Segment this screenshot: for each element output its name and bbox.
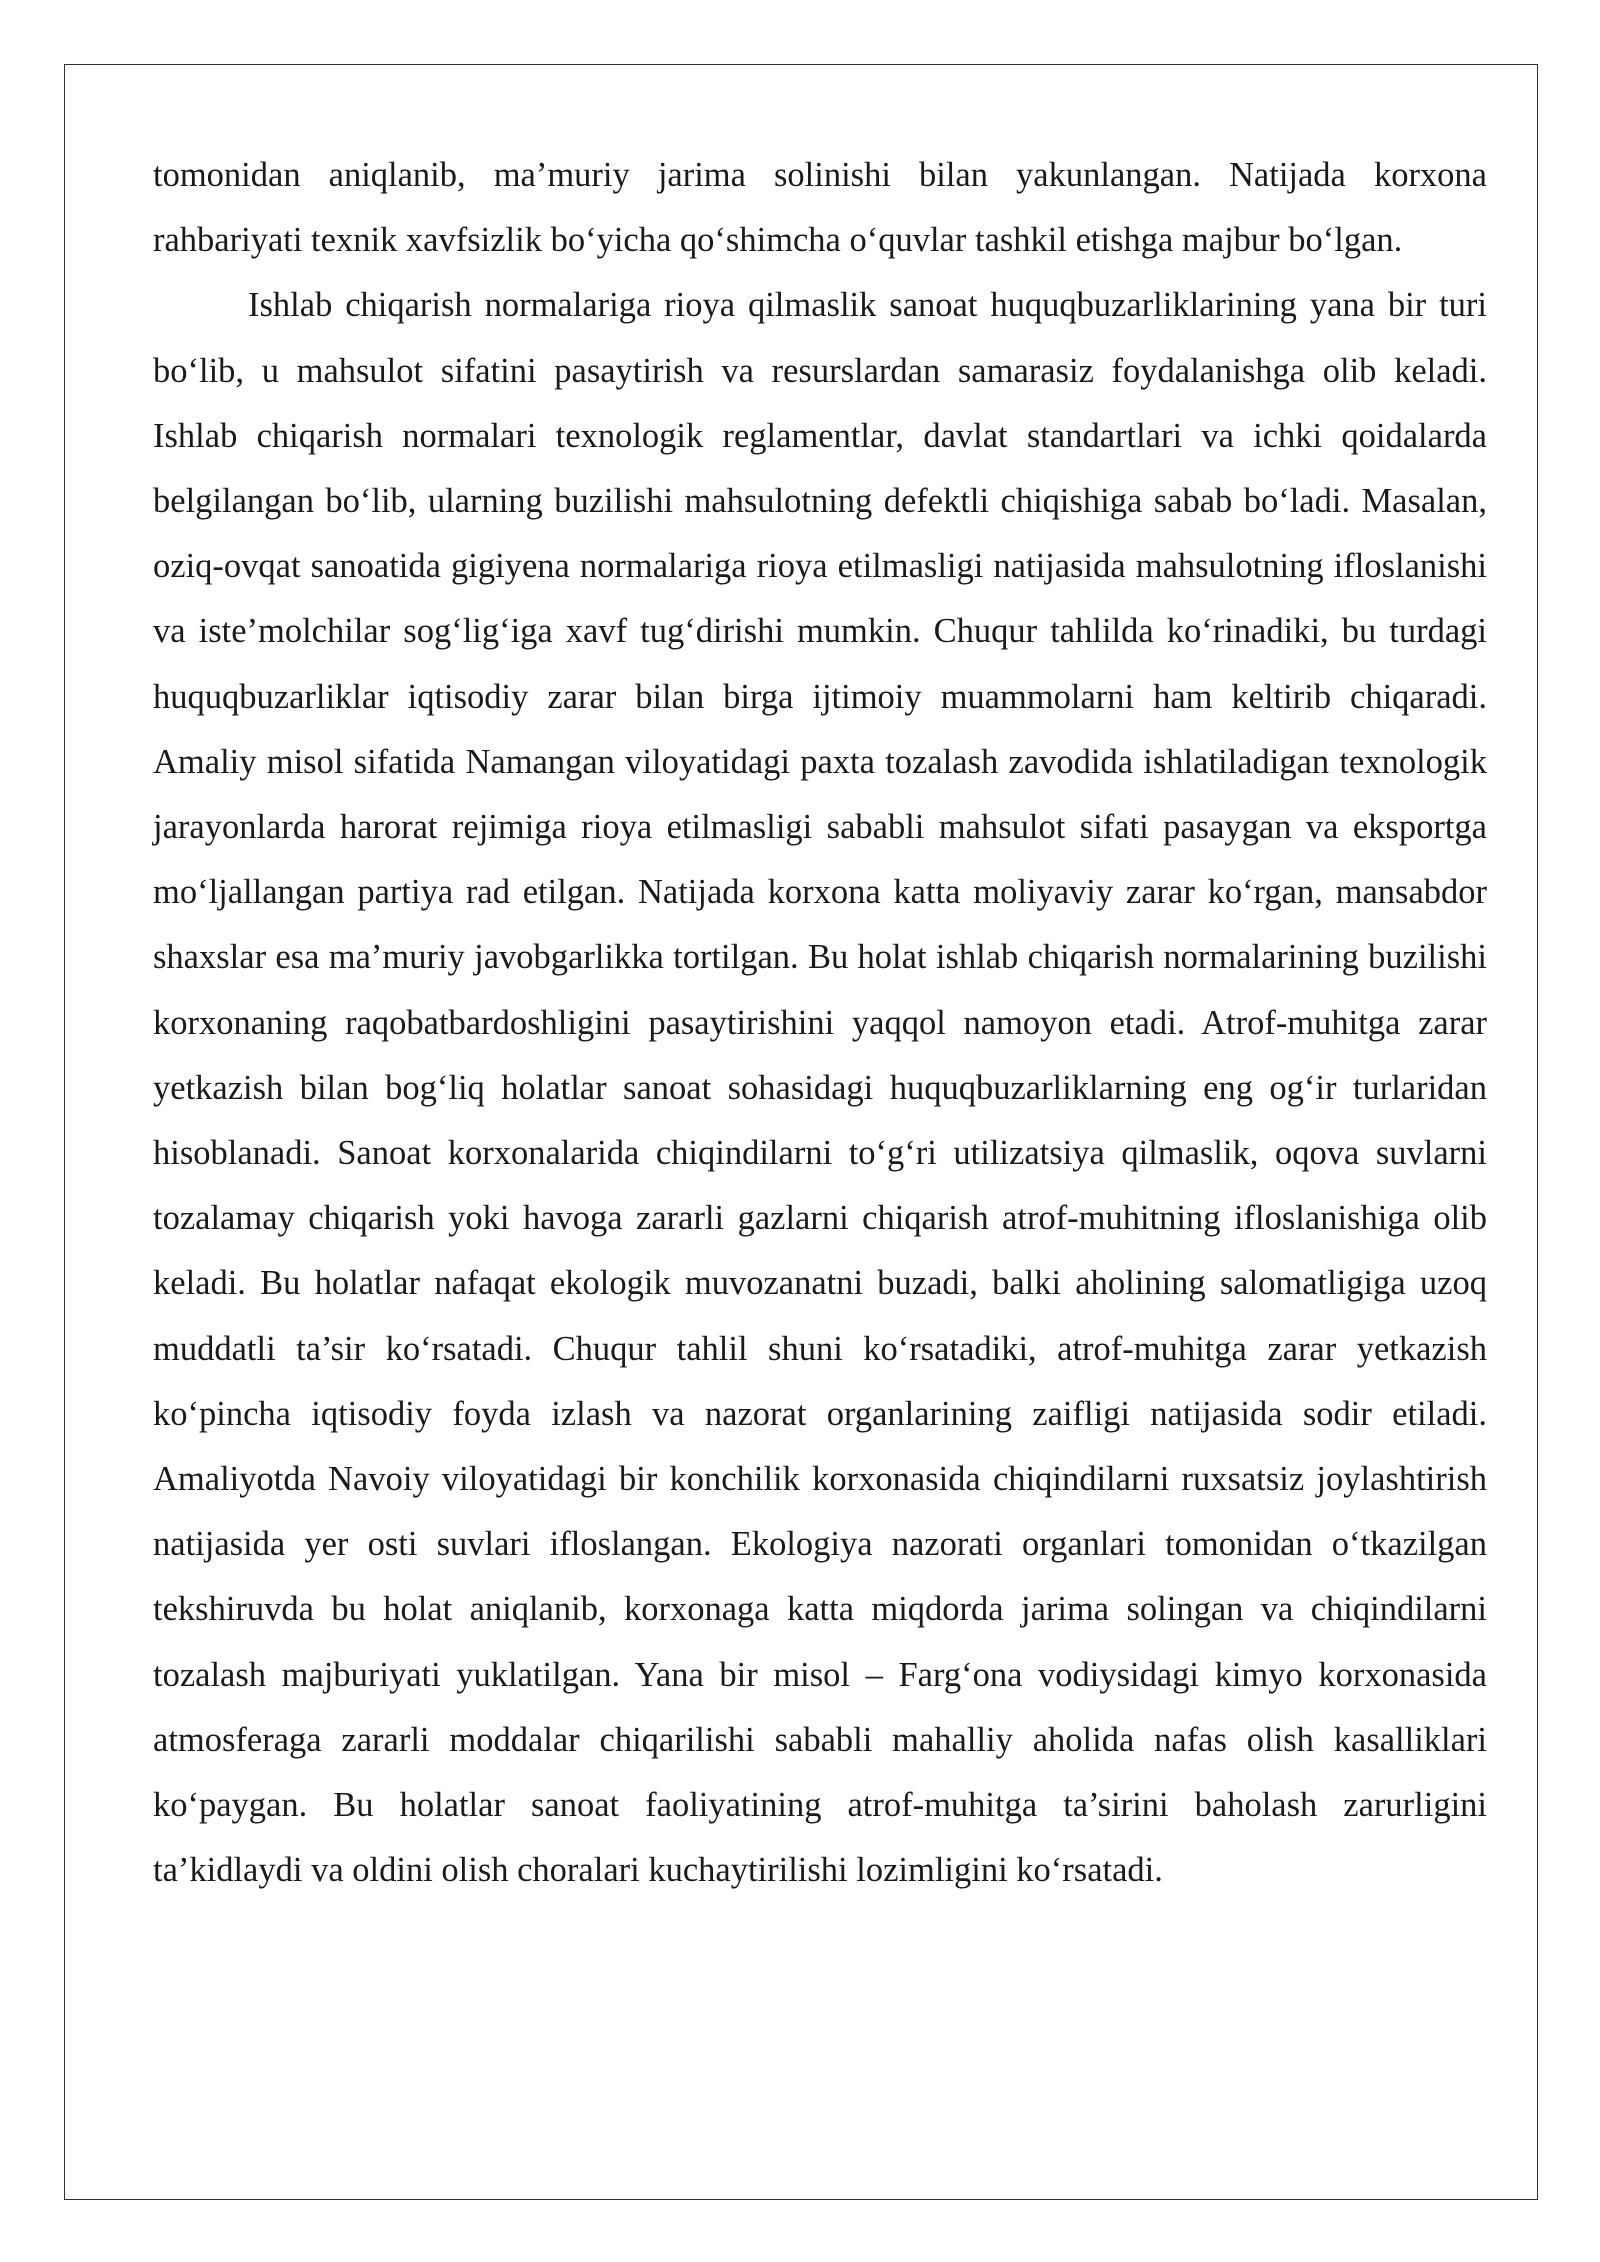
paragraph-production-norms: Ishlab chiqarish normalariga rioya qilmaslik sanoat huquqbuzarliklarining yana bir turi bo‘lib, u mahsulot sifatini pasaytirish va resurslardan samarasiz foydalanishga olib keladi. Ishlab chiqarish normalari texnologik reglamentlar, davlat standartlari va ichki qoidalarda belgilangan bo‘lib, ularning buzilishi mahsulotning defektli chiqishiga sabab bo‘ladi. Masalan, oziq-ovqat sanoatida gigiyena normalariga rioya etilmasligi natijasida mahsulotning ifloslanishi va iste’molchilar sog‘lig‘iga xavf tug‘dirishi mumkin. Chuqur tahlilda ko‘rinadiki, bu turdagi huquqbuzarliklar iqtisodiy zarar bilan birga ijtimoiy muammolarni ham keltirib chiqaradi. Amaliy misol sifatida Namangan viloyatidagi paxta tozalash zavodida ishlatiladigan texnologik jarayonlarda harorat rejimiga rioya etilmasligi sababli mahsulot sifati pasaygan va eksportga mo‘ljallangan partiya rad etilgan. Natijada korxona katta moliyaviy zarar ko‘rgan, mansabdor shaxslar esa ma’muriy javobgarlikka tortilgan. Bu holat ishlab chiqarish normalarining buzilishi korxonaning raqobatbardoshligini pasaytirishini yaqqol namoyon etadi. Atrof-muhitga zarar yetkazish bilan bog‘liq holatlar sanoat sohasidagi huquqbuzarliklarning eng og‘ir turlaridan hisoblanadi. Sanoat korxonalarida chiqindilarni to‘g‘ri utilizatsiya qilmaslik, oqova suvlarni tozalamay chiqarish yoki havoga zararli gazlarni chiqarish atrof-muhitning ifloslanishiga olib keladi. Bu holatlar nafaqat ekologik muvozanatni buzadi, balki aholining salomatligiga uzoq muddatli ta’sir ko‘rsatadi. Chuqur tahlil shuni ko‘rsatadiki, atrof-muhitga zarar yetkazish ko‘pincha iqtisodiy foyda izlash va nazorat organlarining zaifligi natijasida sodir etiladi. Amaliyotda Navoiy viloyatidagi bir konchilik korxonasida chiqindilarni ruxsatsiz joylashtirish natijasida yer osti suvlari ifloslangan. Ekologiya nazorati organlari tomonidan o‘tkazilgan tekshiruvda bu holat aniqlanib, korxonaga katta miqdorda jarima solingan va chiqindilarni tozalash majburiyati yuklatilgan. Yana bir misol – Farg‘ona vodiysidagi kimyo korxonasida atmosferaga zararli moddalar chiqarilishi sababli mahalliy aholida nafas olish kasalliklari ko‘paygan. Bu holatlar sanoat faoliyatining atrof-muhitga ta’sirini baholash zarurligini ta’kidlaydi va oldini olish choralari kuchaytirilishi lozimligini ko‘rsatadi. — [153, 286, 1487, 1890]
document-body — [153, 143, 1487, 1903]
paragraph-continuation: tomonidan aniqlanib, ma’muriy jarima solinishi bilan yakunlangan. Natijada korxona rahbariyati texnik xavfsizlik bo‘yicha qo‘shimcha o‘quvlar tashkil etishga majbur bo‘lgan. — [153, 156, 1487, 260]
